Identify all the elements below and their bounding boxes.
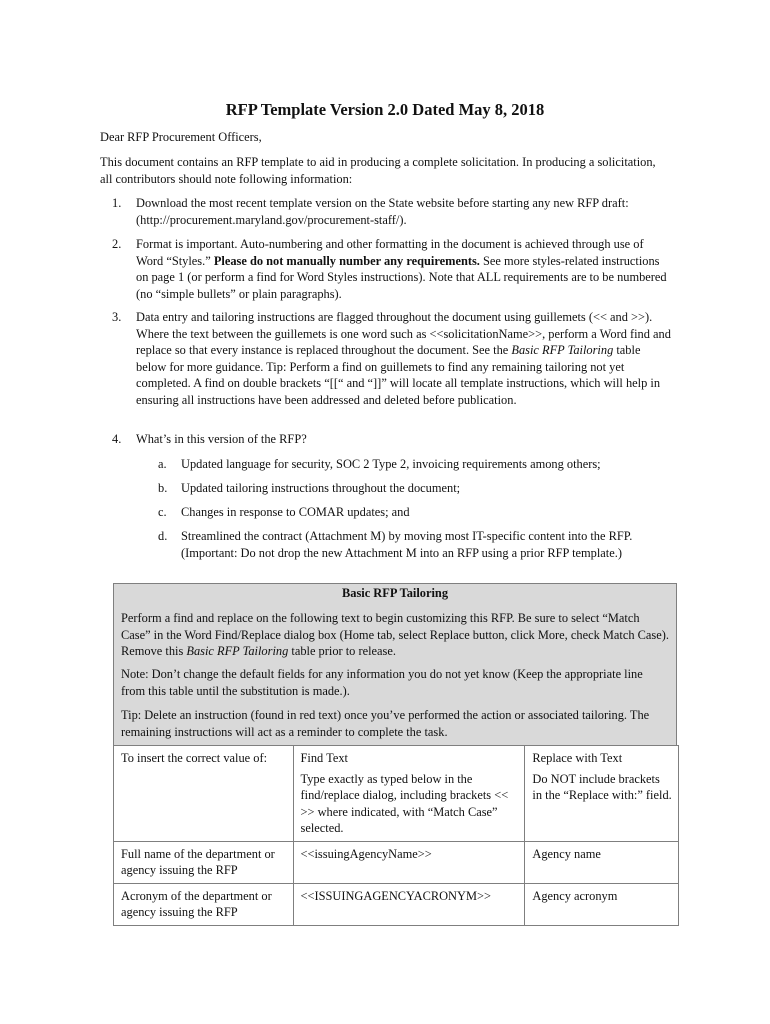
list-number: 2. <box>112 237 122 251</box>
list-item-2 <box>112 236 672 302</box>
intro-paragraph: This document contains an RFP template to aid in producing a complete solicitation. In producing a solicitation, all contributors should note following information: <box>100 155 656 186</box>
italic-table-reference: Basic RFP Tailoring <box>511 343 614 357</box>
page-title: RFP Template Version 2.0 Dated May 8, 2018 <box>225 100 545 119</box>
tailoring-note: Note: Don’t change the default fields for any information you do not yet know (Keep the appropriate line from this table until the substitution is made.). <box>121 667 643 698</box>
header-cell-find: Find Text Type exactly as typed below in the find/replace dialog, including brackets << >> where indicated, with “Match Case” selected. <box>293 746 525 842</box>
tailoring-paragraph-1: Perform a find and replace on the following text to begin customizing this RFP. Be sure to select “Match Case” in the Word Find/Replace dialog box (Home tab, select Replace button, click More, check Match Case). Remove this Basic RFP Tailoring table prior to release. <box>121 611 669 658</box>
list-number: 1. <box>112 196 122 210</box>
list-text: What’s in this version of the RFP? <box>136 432 307 446</box>
header-cell-replace: Replace with Text Do NOT include brackets in the “Replace with:” field. <box>525 746 679 842</box>
tailoring-instructions-box <box>113 583 677 746</box>
list-text: Data entry and tailoring instructions are flagged throughout the document using guillemets (<< and >>). Where the text between the guillemets is one word such as <<solicitationName>>, perform a Word find and replace so that every instance is replaced throughout the document. See the Basic RFP Tailoring table below for more guidance. Tip: Perform a find on guillemets to find any remaining tailoring not yet completed. A find on double brackets “[[“ and “]]” will locate all template instructions, which will help in ensuring all instructions have been addressed and deleted before publication. <box>136 310 671 407</box>
list-item-4 <box>112 431 672 448</box>
sub-item-d: d. Streamlined the contract (Attachment M) by moving most IT-specific content into the RFP. (Important: Do not drop the new Attachment M into an RFP using a prior RFP template.) <box>158 529 633 560</box>
bold-warning: Please do not manually number any requirements. <box>213 253 480 268</box>
list-text: Format is important. Auto-numbering and other formatting in the document is achieved through use of Word “Styles.” Please do not manually number any requirements. See more styles-related instructions on page 1 (or perform a find for Word Styles instructions). Note that ALL requirements are to be numbered (no “simple bullets” or plain paragraphs). <box>136 237 667 301</box>
table-row: Full name of the department or agency issuing the RFP <<issuingAgencyName>> Agency name <box>114 841 679 883</box>
list-text: Download the most recent template version on the State website before starting any new RFP draft: (http://procurement.maryland.gov/procurement-staff/). <box>136 196 629 227</box>
tailoring-tip: Tip: Delete an instruction (found in red text) once you’ve performed the action or associated tailoring. The remaining instructions will act as a reminder to complete the task. <box>121 708 650 739</box>
sub-item-c: c. Changes in response to COMAR updates; and <box>158 505 410 519</box>
sub-item-b: b. Updated tailoring instructions throughout the document; <box>158 481 461 495</box>
sub-item-a: a. Updated language for security, SOC 2 Type 2, invoicing requirements among others; <box>158 457 601 471</box>
tailoring-title: Basic RFP Tailoring <box>341 586 449 600</box>
list-number: 4. <box>112 432 122 446</box>
table-row: Acronym of the department or agency issuing the RFP <<ISSUINGAGENCYACRONYM>> Agency acronym <box>114 883 679 925</box>
list-item-1 <box>112 195 672 228</box>
table-header-row <box>114 746 679 842</box>
tailoring-table <box>113 745 679 926</box>
list-number: 3. <box>112 310 122 324</box>
header-cell-value: To insert the correct value of: <box>114 746 294 842</box>
greeting: Dear RFP Procurement Officers, <box>100 130 262 144</box>
list-item-3 <box>112 309 672 408</box>
